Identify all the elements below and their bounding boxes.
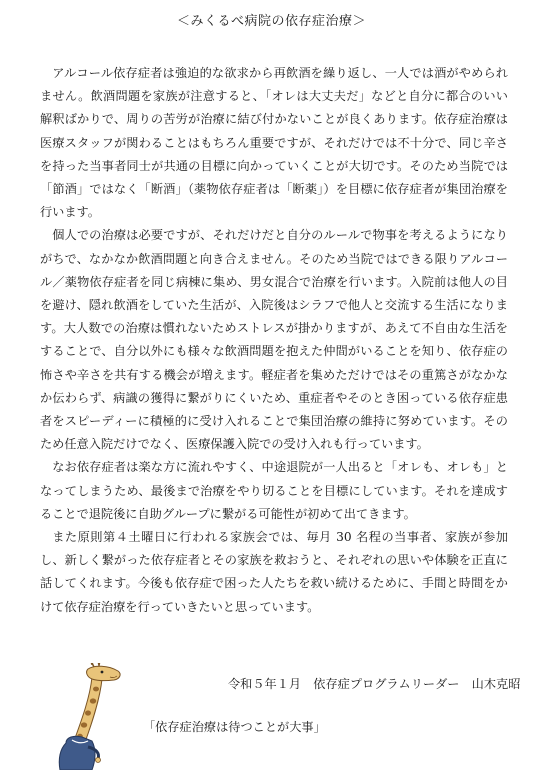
page-title: ＜みくるべ病院の依存症治療＞ (176, 14, 366, 29)
body-text (40, 62, 508, 619)
paragraph-3: なお依存症者は楽な方に流れやすく、中途退院が一人出ると「オレも、オレも」となってしまうため、最後まで治療をやり切ることを目標にしています。それを達成することで退院後に自助グループに繋がる可能性が初めて出てきます。 (40, 460, 508, 521)
paragraph-2: 個人での治療は必要ですが、それだけだと自分のルールで物事を考えるようになりがちで、なかなか飲酒問題と向き合えません。そのため当院ではできる限りアルコール／薬物依存症者を同じ病棟に集め、男女混合で治療を行います。入院前は他人の目を避け、隠れ飲酒をしていた生活が、入院後はシラフで他人と交流する生活になります。大人数での治療は慣れないためストレスが掛かりますが、あえて不自由な生活をすることで、自分以外にも様々な飲酒問題を抱えた仲間がいることを知り、依存症の怖さや辛さを共有する機会が増えます。軽症者を集めただけではその重篤さがなかなか伝わらず、病識の獲得に繋がりにくいため、重症者やそのとき困っている依存症患者をスピーディーに積極的に受け入れることで集団治療の維持に努めています。そのため任意入院だけでなく、医療保護入院での受け入れも行っています。 (40, 228, 508, 452)
giraffe-icon (52, 663, 130, 770)
paragraph-4: また原則第４土曜日に行われる家族会では、毎月 30 名程の当事者、家族が参加し、新しく繋がった依存症者とその家族を救おうと、それぞれの思いや体験を正直に話してくれます。今後も依存症で困った人たちを救い続けるために、手間と時間をかけて依存症治療を行っていきたいと思っています。 (40, 530, 508, 614)
paragraph-1: アルコール依存症者は強迫的な欲求から再飲酒を繰り返し、一人では酒がやめられません。飲酒問題を家族が注意すると、「オレは大丈夫だ」などと自分に都合のいい解釈ばかりで、周りの苦労が治療に結び付かないことが良くあります。依存症治療は医療スタッフが関わることはもちろん重要ですが、それだけでは不十分で、同じ辛さを持った当事者同士が共通の目標に向かっていくことが大切です。そのため当院では「節酒」ではなく「断酒」（薬物依存症者は「断薬」）を目標に依存症者が集団治療を行います。 (40, 66, 508, 220)
signature-line: 令和５年１月 依存症プログラムリーダー 山木克昭 (228, 677, 521, 691)
motto-caption: 「依存症治療は待つことが大事」 (143, 720, 326, 734)
